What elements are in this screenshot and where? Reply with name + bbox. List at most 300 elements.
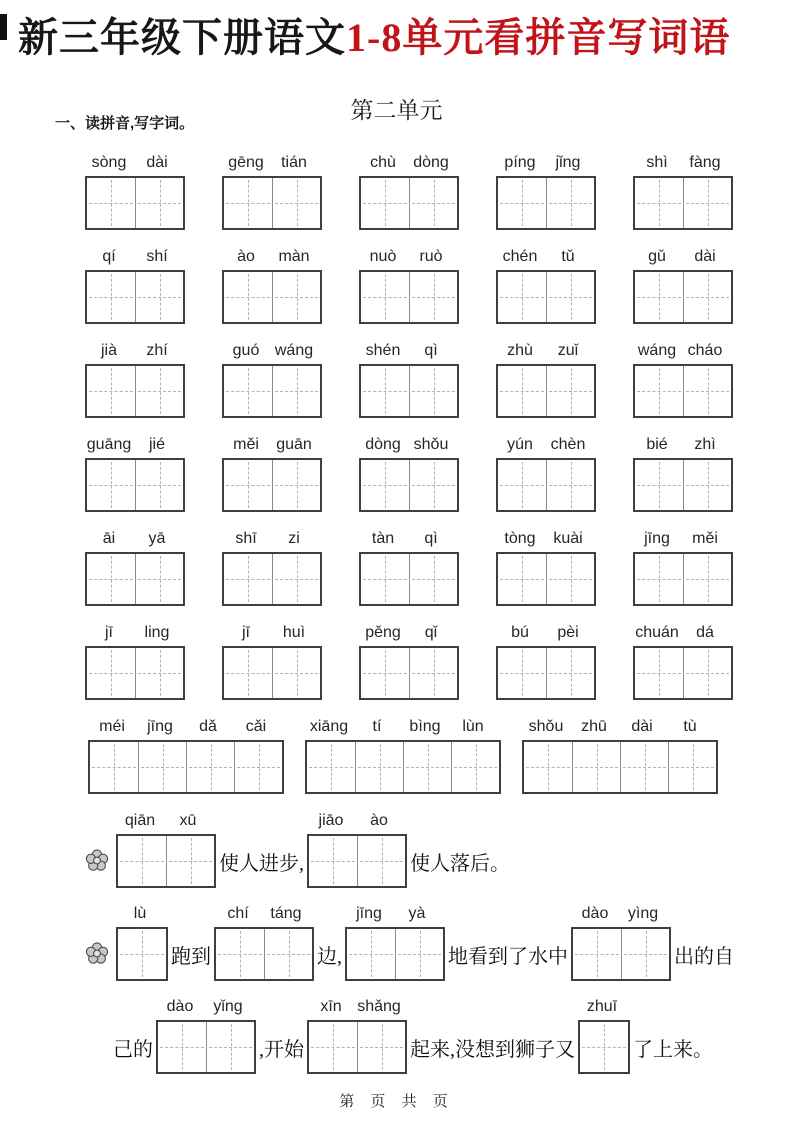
pinyin-label-row — [496, 530, 596, 548]
pinyin-label-row — [85, 154, 185, 172]
pinyin-syllable: měi — [233, 436, 259, 453]
pinyin-word-group — [633, 436, 733, 512]
pinyin-syllable: shì — [646, 154, 668, 171]
pinyin-syllable: chù — [370, 154, 396, 171]
grid-cell — [572, 742, 620, 792]
pinyin-syllable: tián — [281, 154, 307, 171]
pinyin-word-group — [222, 624, 322, 700]
pinyin-syllable: dài — [146, 154, 168, 171]
pinyin-syllable: zhuī — [586, 998, 618, 1015]
pinyin-word-group — [85, 248, 185, 324]
grid-cell — [118, 836, 166, 886]
writing-grid — [214, 927, 314, 981]
pinyin-syllable: huì — [282, 624, 306, 641]
grid-cell — [138, 742, 186, 792]
grid-cell — [546, 554, 594, 604]
page-title — [0, 0, 793, 64]
pinyin-syllable: qǐ — [424, 624, 438, 641]
section-heading: 第二单元 — [350, 98, 443, 123]
pinyin-syllable: dài — [631, 718, 653, 735]
grid-cell — [635, 460, 683, 510]
sentence-row — [0, 812, 793, 888]
grid-cell — [409, 460, 457, 510]
pinyin-syllable: měi — [692, 530, 718, 547]
pinyin-syllable: bìng — [409, 718, 441, 735]
grid-cell — [635, 554, 683, 604]
pinyin-syllable: zhū — [581, 718, 607, 735]
pinyin-word-group — [116, 812, 216, 888]
grid-cell — [546, 648, 594, 698]
writing-grid — [305, 740, 501, 794]
pinyin-word-group — [222, 436, 322, 512]
grid-cell — [573, 929, 621, 979]
writing-grid — [522, 740, 718, 794]
grid-cell — [546, 178, 594, 228]
pinyin-label-row — [359, 436, 459, 454]
pinyin-syllable: wáng — [274, 342, 314, 359]
grid-cell — [264, 929, 312, 979]
pinyin-label-row — [222, 530, 322, 548]
pinyin-syllable: guó — [232, 342, 260, 359]
grid-cell — [90, 742, 138, 792]
pinyin-syllable: yún — [507, 436, 533, 453]
scan-artifact-mark — [0, 14, 7, 40]
pinyin-label-row — [496, 436, 596, 454]
pinyin-word-group — [359, 248, 459, 324]
word-rows — [0, 154, 793, 794]
pinyin-label-row — [571, 905, 671, 923]
grid-cell — [683, 648, 731, 698]
pinyin-label-row — [307, 812, 407, 830]
pinyin-label-row — [116, 905, 168, 923]
grid-cell — [620, 742, 668, 792]
grid-cell — [683, 460, 731, 510]
writing-grid — [88, 740, 284, 794]
pinyin-label-row — [496, 248, 596, 266]
grid-cell — [524, 742, 572, 792]
pinyin-syllable: tǔ — [561, 248, 575, 265]
pinyin-word-group — [633, 624, 733, 700]
word-row — [0, 530, 793, 606]
pinyin-syllable: bú — [511, 624, 529, 641]
pinyin-word-group — [85, 342, 185, 418]
writing-grid — [496, 552, 596, 606]
pinyin-label-row — [88, 718, 284, 736]
pinyin-syllable: chuán — [635, 624, 679, 641]
writing-grid — [578, 1020, 630, 1074]
pinyin-label-row — [633, 530, 733, 548]
pinyin-label-row — [359, 154, 459, 172]
grid-cell — [309, 836, 357, 886]
pinyin-syllable: jī — [105, 624, 113, 641]
sentence-row — [0, 998, 793, 1074]
writing-grid — [116, 834, 216, 888]
grid-cell — [224, 366, 272, 416]
pinyin-word-group — [496, 154, 596, 230]
grid-cell — [635, 272, 683, 322]
pinyin-syllable: guāng — [86, 436, 132, 453]
pinyin-syllable: dǎ — [199, 718, 217, 735]
pinyin-word-group — [307, 998, 407, 1074]
title-black-part: 新三年级下册语文 — [18, 15, 346, 60]
pinyin-syllable: ruò — [419, 248, 443, 265]
pinyin-syllable: ào — [370, 812, 388, 829]
grid-cell — [355, 742, 403, 792]
grid-cell — [87, 178, 135, 228]
pinyin-syllable: lùn — [462, 718, 484, 735]
writing-grid — [571, 927, 671, 981]
grid-cell — [409, 554, 457, 604]
writing-grid — [633, 646, 733, 700]
sentence-text: 使人进步, — [219, 852, 304, 875]
pinyin-syllable: lù — [133, 905, 147, 922]
flower-icon — [85, 849, 109, 873]
writing-grid — [85, 646, 185, 700]
writing-grid — [85, 552, 185, 606]
pinyin-label-row — [222, 248, 322, 266]
grid-cell — [87, 366, 135, 416]
pinyin-word-group — [571, 905, 671, 981]
grid-cell — [272, 460, 320, 510]
pinyin-syllable: zi — [288, 530, 300, 547]
pinyin-label-row — [305, 718, 501, 736]
pinyin-word-group — [496, 248, 596, 324]
pinyin-label-row — [633, 154, 733, 172]
grid-cell — [361, 178, 409, 228]
writing-grid — [496, 176, 596, 230]
grid-cell — [307, 742, 355, 792]
word-row — [0, 436, 793, 512]
writing-grid — [633, 270, 733, 324]
grid-cell — [668, 742, 716, 792]
pinyin-word-group — [222, 154, 322, 230]
sentence-text: 己的 — [113, 1038, 153, 1061]
pinyin-label-row — [85, 342, 185, 360]
grid-cell — [361, 460, 409, 510]
pinyin-word-group — [359, 436, 459, 512]
sentence-text: 地看到了水中 — [448, 945, 568, 968]
grid-cell — [621, 929, 669, 979]
pinyin-label-row — [156, 998, 256, 1016]
pinyin-word-group — [359, 624, 459, 700]
pinyin-syllable: shǎng — [357, 998, 401, 1015]
grid-cell — [87, 272, 135, 322]
pinyin-word-group — [496, 530, 596, 606]
grid-cell — [546, 366, 594, 416]
pinyin-syllable: shí — [146, 248, 168, 265]
sentence-rows — [0, 812, 793, 1074]
grid-cell — [216, 929, 264, 979]
pinyin-syllable: jīng — [644, 530, 670, 547]
writing-grid — [345, 927, 445, 981]
writing-grid — [222, 270, 322, 324]
pinyin-syllable: āi — [102, 530, 116, 547]
pinyin-word-group — [633, 342, 733, 418]
grid-cell — [635, 648, 683, 698]
pinyin-syllable: jī — [242, 624, 250, 641]
writing-grid — [359, 458, 459, 512]
pinyin-word-group — [85, 530, 185, 606]
pinyin-syllable: tù — [683, 718, 697, 735]
grid-cell — [87, 648, 135, 698]
word-row — [0, 624, 793, 700]
grid-cell — [135, 272, 183, 322]
pinyin-word-group — [85, 436, 185, 512]
writing-grid — [156, 1020, 256, 1074]
grid-cell — [498, 648, 546, 698]
writing-grid — [222, 364, 322, 418]
pinyin-syllable: qiān — [124, 812, 156, 829]
writing-grid — [633, 364, 733, 418]
writing-grid — [359, 364, 459, 418]
pinyin-syllable: zhí — [146, 342, 168, 359]
grid-cell — [409, 178, 457, 228]
pinyin-word-group — [496, 624, 596, 700]
pinyin-word-group — [305, 718, 501, 794]
pinyin-syllable: jǐng — [555, 154, 581, 171]
grid-cell — [224, 460, 272, 510]
grid-cell — [135, 554, 183, 604]
grid-cell — [683, 366, 731, 416]
pinyin-syllable: wáng — [637, 342, 677, 359]
pinyin-syllable: chèn — [550, 436, 586, 453]
grid-cell — [409, 366, 457, 416]
pinyin-label-row — [85, 624, 185, 642]
pinyin-syllable: shén — [365, 342, 401, 359]
grid-cell — [361, 648, 409, 698]
page-footer: 第 页 共 页 — [339, 1093, 454, 1110]
pinyin-syllable: sòng — [91, 154, 127, 171]
writing-grid — [359, 270, 459, 324]
pinyin-syllable: jīng — [356, 905, 382, 922]
pinyin-label-row — [116, 812, 216, 830]
writing-grid — [85, 364, 185, 418]
sentence-text: 起来,没想到狮子又 — [410, 1038, 575, 1061]
pinyin-word-group — [359, 154, 459, 230]
writing-grid — [222, 552, 322, 606]
writing-grid — [222, 176, 322, 230]
word-row — [0, 342, 793, 418]
pinyin-word-group — [359, 342, 459, 418]
writing-grid — [307, 834, 407, 888]
pinyin-syllable: fàng — [689, 154, 721, 171]
grid-cell — [224, 178, 272, 228]
pinyin-word-group — [85, 154, 185, 230]
word-row — [0, 154, 793, 230]
grid-cell — [272, 648, 320, 698]
sentence-text: ,开始 — [259, 1038, 304, 1061]
pinyin-label-row — [522, 718, 718, 736]
writing-grid — [496, 364, 596, 418]
pinyin-syllable: jiāo — [318, 812, 344, 829]
pinyin-label-row — [222, 154, 322, 172]
pinyin-syllable: shǒu — [413, 436, 449, 453]
pinyin-word-group — [214, 905, 314, 981]
grid-cell — [87, 460, 135, 510]
grid-cell — [158, 1022, 206, 1072]
title-red-part: 1-8单元看拼音写词语 — [346, 15, 731, 60]
pinyin-word-group — [633, 530, 733, 606]
pinyin-syllable: dào — [166, 998, 194, 1015]
writing-grid — [633, 552, 733, 606]
pinyin-syllable: ling — [144, 624, 170, 641]
grid-cell — [135, 178, 183, 228]
pinyin-label-row — [85, 530, 185, 548]
grid-cell — [206, 1022, 254, 1072]
pinyin-syllable: yǐng — [213, 998, 243, 1015]
grid-cell — [357, 1022, 405, 1072]
pinyin-label-row — [578, 998, 630, 1016]
pinyin-label-row — [307, 998, 407, 1016]
pinyin-syllable: pèi — [557, 624, 579, 641]
writing-grid — [496, 646, 596, 700]
pinyin-syllable: dòng — [413, 154, 449, 171]
grid-cell — [409, 648, 457, 698]
pinyin-syllable: nuò — [369, 248, 397, 265]
pinyin-syllable: táng — [270, 905, 302, 922]
pinyin-word-group — [222, 530, 322, 606]
grid-cell — [683, 272, 731, 322]
pinyin-label-row — [222, 342, 322, 360]
pinyin-syllable: shī — [235, 530, 257, 547]
pinyin-syllable: qì — [424, 342, 438, 359]
pinyin-syllable: gǔ — [648, 248, 666, 265]
pinyin-word-group — [88, 718, 284, 794]
pinyin-label-row — [633, 436, 733, 454]
instruction-text: 一、读拼音,写字词。 — [55, 115, 195, 132]
pinyin-syllable: xū — [179, 812, 197, 829]
pinyin-word-group — [522, 718, 718, 794]
pinyin-word-group — [345, 905, 445, 981]
pinyin-syllable: zuǐ — [557, 342, 579, 359]
grid-cell — [224, 272, 272, 322]
writing-grid — [633, 176, 733, 230]
pinyin-syllable: yìng — [627, 905, 659, 922]
writing-grid — [222, 646, 322, 700]
pinyin-word-group — [85, 624, 185, 700]
pinyin-label-row — [496, 342, 596, 360]
grid-cell — [498, 178, 546, 228]
pinyin-syllable: dá — [696, 624, 714, 641]
grid-cell — [546, 460, 594, 510]
grid-cell — [186, 742, 234, 792]
grid-cell — [357, 836, 405, 886]
pinyin-word-group — [222, 248, 322, 324]
grid-cell — [272, 366, 320, 416]
pinyin-syllable: qí — [102, 248, 116, 265]
pinyin-syllable: yà — [408, 905, 426, 922]
pinyin-syllable: jīng — [147, 718, 173, 735]
writing-grid — [496, 458, 596, 512]
pinyin-syllable: ào — [237, 248, 255, 265]
pinyin-syllable: cháo — [687, 342, 723, 359]
pinyin-syllable: chí — [227, 905, 249, 922]
pinyin-syllable: bié — [646, 436, 668, 453]
pinyin-syllable: cǎi — [245, 718, 267, 735]
pinyin-syllable: zhù — [507, 342, 533, 359]
sentence-text: 边, — [317, 945, 342, 968]
pinyin-word-group — [633, 248, 733, 324]
writing-grid — [85, 270, 185, 324]
pinyin-syllable: yā — [148, 530, 166, 547]
pinyin-syllable: tàn — [371, 530, 395, 547]
grid-cell — [546, 272, 594, 322]
grid-cell — [683, 554, 731, 604]
grid-cell — [135, 366, 183, 416]
grid-cell — [309, 1022, 357, 1072]
writing-grid — [307, 1020, 407, 1074]
grid-cell — [409, 272, 457, 322]
grid-cell — [272, 554, 320, 604]
grid-cell — [498, 554, 546, 604]
pinyin-syllable: dòng — [365, 436, 401, 453]
pinyin-syllable: pěng — [365, 624, 401, 641]
grid-cell — [224, 554, 272, 604]
pinyin-syllable: xīn — [320, 998, 342, 1015]
pinyin-label-row — [222, 624, 322, 642]
grid-cell — [580, 1022, 628, 1072]
grid-cell — [395, 929, 443, 979]
pinyin-syllable: jié — [148, 436, 165, 453]
pinyin-syllable: tòng — [504, 530, 536, 547]
grid-cell — [272, 272, 320, 322]
sentence-text: 了上来。 — [633, 1038, 713, 1061]
pinyin-label-row — [359, 342, 459, 360]
pinyin-label-row — [633, 624, 733, 642]
pinyin-label-row — [85, 248, 185, 266]
pinyin-label-row — [496, 154, 596, 172]
pinyin-syllable: jià — [100, 342, 117, 359]
writing-grid — [116, 927, 168, 981]
pinyin-word-group — [496, 342, 596, 418]
pinyin-label-row — [214, 905, 314, 923]
pinyin-word-group — [496, 436, 596, 512]
pinyin-syllable: píng — [504, 154, 536, 171]
pinyin-label-row — [222, 436, 322, 454]
word-row — [0, 248, 793, 324]
grid-cell — [498, 460, 546, 510]
pinyin-syllable: guān — [276, 436, 312, 453]
pinyin-syllable: màn — [278, 248, 310, 265]
writing-grid — [222, 458, 322, 512]
writing-grid — [359, 176, 459, 230]
grid-cell — [234, 742, 282, 792]
pinyin-word-group — [633, 154, 733, 230]
writing-grid — [85, 458, 185, 512]
pinyin-word-group — [307, 812, 407, 888]
grid-cell — [347, 929, 395, 979]
writing-grid — [496, 270, 596, 324]
pinyin-syllable: dào — [581, 905, 609, 922]
pinyin-label-row — [633, 248, 733, 266]
word-row — [0, 718, 793, 794]
grid-cell — [683, 178, 731, 228]
grid-cell — [498, 366, 546, 416]
pinyin-syllable: xiāng — [309, 718, 349, 735]
pinyin-label-row — [85, 436, 185, 454]
writing-grid — [359, 552, 459, 606]
pinyin-syllable: gēng — [228, 154, 264, 171]
pinyin-word-group — [578, 998, 630, 1074]
grid-cell — [166, 836, 214, 886]
pinyin-word-group — [359, 530, 459, 606]
grid-cell — [87, 554, 135, 604]
pinyin-syllable: tí — [372, 718, 382, 735]
pinyin-word-group — [156, 998, 256, 1074]
pinyin-word-group — [222, 342, 322, 418]
pinyin-label-row — [359, 624, 459, 642]
grid-cell — [635, 366, 683, 416]
